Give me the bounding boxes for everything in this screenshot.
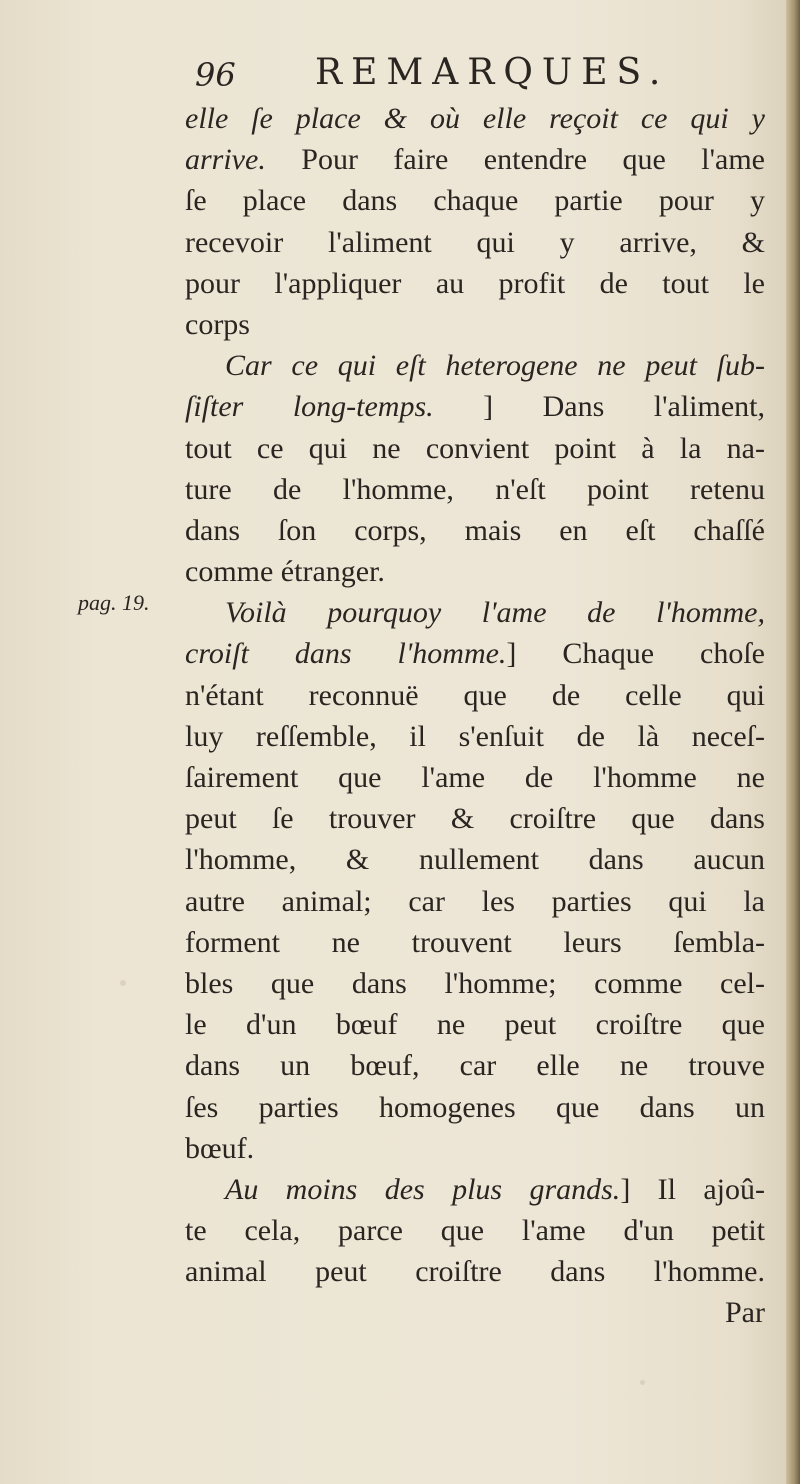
text-line [185, 881, 765, 922]
roman-text: corps [185, 307, 250, 341]
roman-text: recevoir l'aliment qui y arrive, & [185, 225, 765, 259]
page-header [195, 52, 715, 96]
text-line [185, 386, 765, 427]
roman-text: dans ſon corps, mais en eſt chaſſé [185, 513, 765, 547]
text-line [185, 1004, 765, 1045]
roman-text: ture de l'homme, n'eſt point retenu [185, 472, 765, 506]
text-line [185, 757, 765, 798]
text-line [185, 304, 765, 345]
text-line [185, 222, 765, 263]
paper-spot [640, 1380, 645, 1385]
body-text [185, 98, 765, 1334]
text-line [185, 263, 765, 304]
text-line [185, 716, 765, 757]
roman-text: comme étranger. [185, 555, 385, 589]
roman-text: peut ſe trouver & croiſtre que dans [185, 802, 765, 836]
text-line [185, 1169, 765, 1210]
text-line [185, 1045, 765, 1086]
running-title: REMARQUES. [315, 52, 670, 93]
roman-text: ] Il ajoû- [620, 1172, 765, 1206]
text-line [185, 551, 765, 592]
italic-text: Car ce qui eſt heterogene ne peut ſub- [225, 349, 765, 383]
italic-text: elle ſe place & où elle reçoit ce qui y [185, 102, 765, 135]
text-line [185, 675, 765, 716]
italic-text: Au moins des plus grands. [225, 1172, 621, 1206]
text-line [185, 469, 765, 510]
roman-text: l'homme, & nullement dans aucun [185, 843, 765, 877]
text-line [185, 139, 765, 180]
roman-text: ] Chaque choſe [506, 637, 765, 671]
roman-text: ſe place dans chaque partie pour y [185, 184, 765, 218]
text-line [185, 798, 765, 839]
roman-text: pour l'appliquer au profit de tout le [185, 266, 765, 300]
roman-text: ſes parties homogenes que dans un [185, 1090, 765, 1124]
roman-text: ſairement que l'ame de l'homme ne [185, 761, 765, 794]
paper-spot [120, 980, 126, 986]
text-line [185, 180, 765, 221]
text-line [185, 1128, 765, 1169]
roman-text: luy reſſemble, il s'enſuit de là neceſ- [185, 719, 765, 753]
text-line [185, 922, 765, 963]
text-line [185, 428, 765, 469]
roman-text: forment ne trouvent leurs ſembla- [185, 925, 765, 959]
text-line [185, 592, 765, 633]
roman-text: le d'un bœuf ne peut croiſtre que [185, 1008, 765, 1042]
roman-text: autre animal; car les parties qui la [185, 884, 765, 918]
italic-text: Voilà pourquoy l'ame de l'homme, [225, 596, 765, 630]
text-line [185, 345, 765, 386]
text-line [185, 1292, 765, 1333]
roman-text: dans un bœuf, car elle ne trouve [185, 1049, 765, 1083]
text-line [185, 510, 765, 551]
text-line [185, 1087, 765, 1128]
roman-text: Par [725, 1296, 765, 1330]
roman-text: Pour faire entendre que l'ame [265, 143, 765, 177]
page-number: 96 [195, 56, 236, 94]
book-spine-shadow [786, 0, 800, 1484]
roman-text: bœuf. [185, 1131, 255, 1165]
text-line [185, 963, 765, 1004]
margin-note: pag. 19. [78, 590, 150, 615]
roman-text: tout ce qui ne convient point à la na- [185, 431, 765, 465]
text-line [185, 1251, 765, 1292]
italic-text: croiſt dans l'homme. [185, 637, 507, 671]
roman-text: animal peut croiſtre dans l'homme. [185, 1255, 765, 1289]
italic-text: arrive. [185, 143, 266, 177]
text-line [185, 839, 765, 880]
text-line [185, 1210, 765, 1251]
text-line [185, 98, 765, 139]
roman-text: bles que dans l'homme; comme cel- [185, 966, 765, 1000]
roman-text: n'étant reconnuë que de celle qui [185, 678, 765, 712]
roman-text: ] Dans l'aliment, [433, 390, 766, 424]
roman-text: te cela, parce que l'ame d'un petit [185, 1214, 765, 1248]
italic-text: ſiſter long-temps. [185, 390, 434, 424]
text-line [185, 633, 765, 674]
